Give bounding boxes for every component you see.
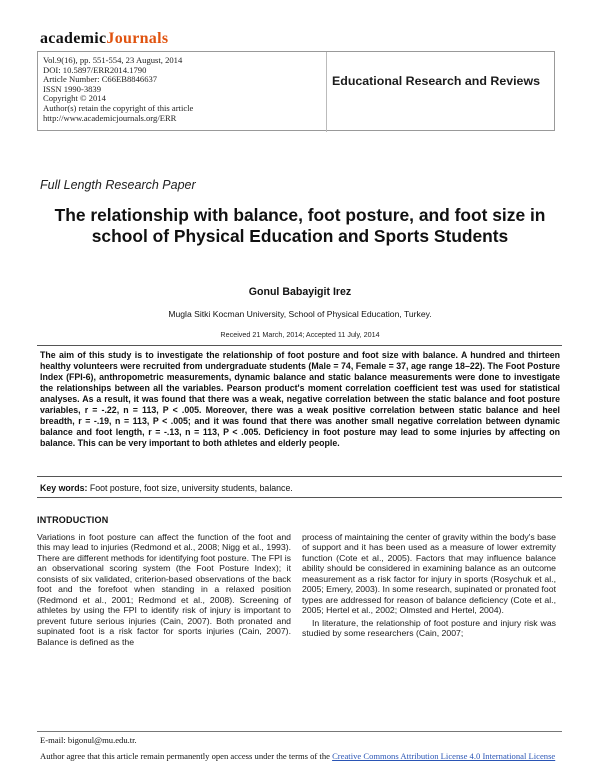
- paragraph: In literature, the relationship of foot posture and injury risk was studied by some researchers (Cain, 2007;: [302, 617, 556, 639]
- keywords: [40, 483, 293, 493]
- abstract-top-rule: [37, 345, 562, 346]
- body-column-right: [302, 532, 556, 639]
- info-url[interactable]: http://www.academicjournals.org/ERR: [43, 112, 177, 123]
- paper-title: The relationship with balance, foot posture, and foot size in school of Physical Education and Sports Students: [54, 205, 546, 246]
- keywords-rule: [37, 497, 562, 498]
- licence-text: Author agree that this article remain permanently open access under the terms of the: [40, 751, 333, 761]
- paragraph: process of maintaining the center of gravity within the body's base of support and it has been used as a measure of lower extremity function (Cote et al., 2005). Factors that may influence balance ability should be considered in examining balance as an outcome measurement as a risk factor for injury in sports (Rosychuk et al., 2005; Emery, 2003). In some research, supinated or pronated foot types are addressed for reason of balance deficiency (Cote et al., 2005; Hertel et al., 2002; Olmsted and Hertel, 2004).: [302, 532, 556, 616]
- body-column-left: [37, 532, 291, 647]
- info-issn: ISSN 1990-3839: [43, 83, 102, 94]
- header-divider: [326, 52, 327, 132]
- corresponding-email[interactable]: E-mail: bigonul@mu.edu.tr.: [40, 735, 137, 745]
- paper-type: Full Length Research Paper: [40, 178, 196, 192]
- author-name: Gonul Babayigit Irez: [248, 286, 352, 298]
- author-affiliation: Mugla Sitki Kocman University, School of Physical Education, Turkey.: [168, 309, 432, 319]
- received-accepted-dates: Received 21 March, 2014; Accepted 11 July, 2014: [220, 330, 380, 339]
- logo-text-journals: Journals: [106, 30, 169, 47]
- keywords-label: Key words:: [40, 483, 88, 493]
- info-article-number: Article Number: C66EB8846637: [43, 74, 158, 85]
- abstract-bottom-rule: [37, 476, 562, 477]
- licence-note: [40, 751, 560, 762]
- info-rights: Author(s) retain the copyright of this article: [43, 102, 194, 113]
- abstract: The aim of this study is to investigate the relationship of foot posture and foot size with balance. A hundred and thirteen healthy volunteers were recruited from undergraduate students (Male = 74, Female = 37, age range 18–22). The Foot Posture Index (FPI-6), anthropometric measurements, dynamic balance and static balance measurements were done to investigate the relationships between all the variables. Pearson product's moment correlation coefficient test was used for statistical analyses. As a result, it was found that there was a weak, negative correlation between the static balance and foot posture variables, r = -.22, n = 113, P < .005. Moreover, there was a weak positive correlation between static balance and heel breadth, r = -.19, n = 113, P < .005; and it was found that there was another small negative correlation between dynamic balance and foot length, r = -.13, n = 113, P < .005. Deficiency in foot posture may lead to some injuries by affecting on balance. This can be very important to both athletes and elderly people.: [40, 350, 560, 448]
- journal-name: Educational Research and Reviews: [332, 74, 540, 88]
- keywords-text: Foot posture, foot size, university students, balance.: [87, 483, 293, 493]
- paragraph: Variations in foot posture can affect the function of the foot and this may lead to injuries (Redmond et al., 2008; Nigg et al., 1993). There are different methods for identifying foot posture. The FPI is an observational scoring system (the Foot Posture Index); it consists of six validated, criterion-based observations of the back foot and the forefoot when standing in a relaxed position (Redmond et al., 2001; Redmond et al., 2008). Screening of athletes by using the FPI to identify risk of injury is important to prevent future serious injuries (Cain, 2007). Both pronated and supinated foot is a risk factor for sports injuries (Cain, 2007). Balance is defined as the: [37, 532, 291, 647]
- info-copyright: Copyright © 2014: [43, 93, 106, 104]
- info-volume: Vol.9(16), pp. 551-554, 23 August, 2014: [43, 55, 183, 65]
- journal-logo: [40, 30, 168, 48]
- logo-text-academic: academic: [40, 30, 107, 47]
- info-doi: DOI: 10.5897/ERR2014.1790: [43, 64, 147, 75]
- footnote-rule: [37, 731, 562, 732]
- section-heading-introduction: INTRODUCTION: [37, 515, 109, 525]
- article-info: [43, 56, 193, 123]
- licence-link[interactable]: Creative Commons Attribution License 4.0 International License: [332, 751, 556, 761]
